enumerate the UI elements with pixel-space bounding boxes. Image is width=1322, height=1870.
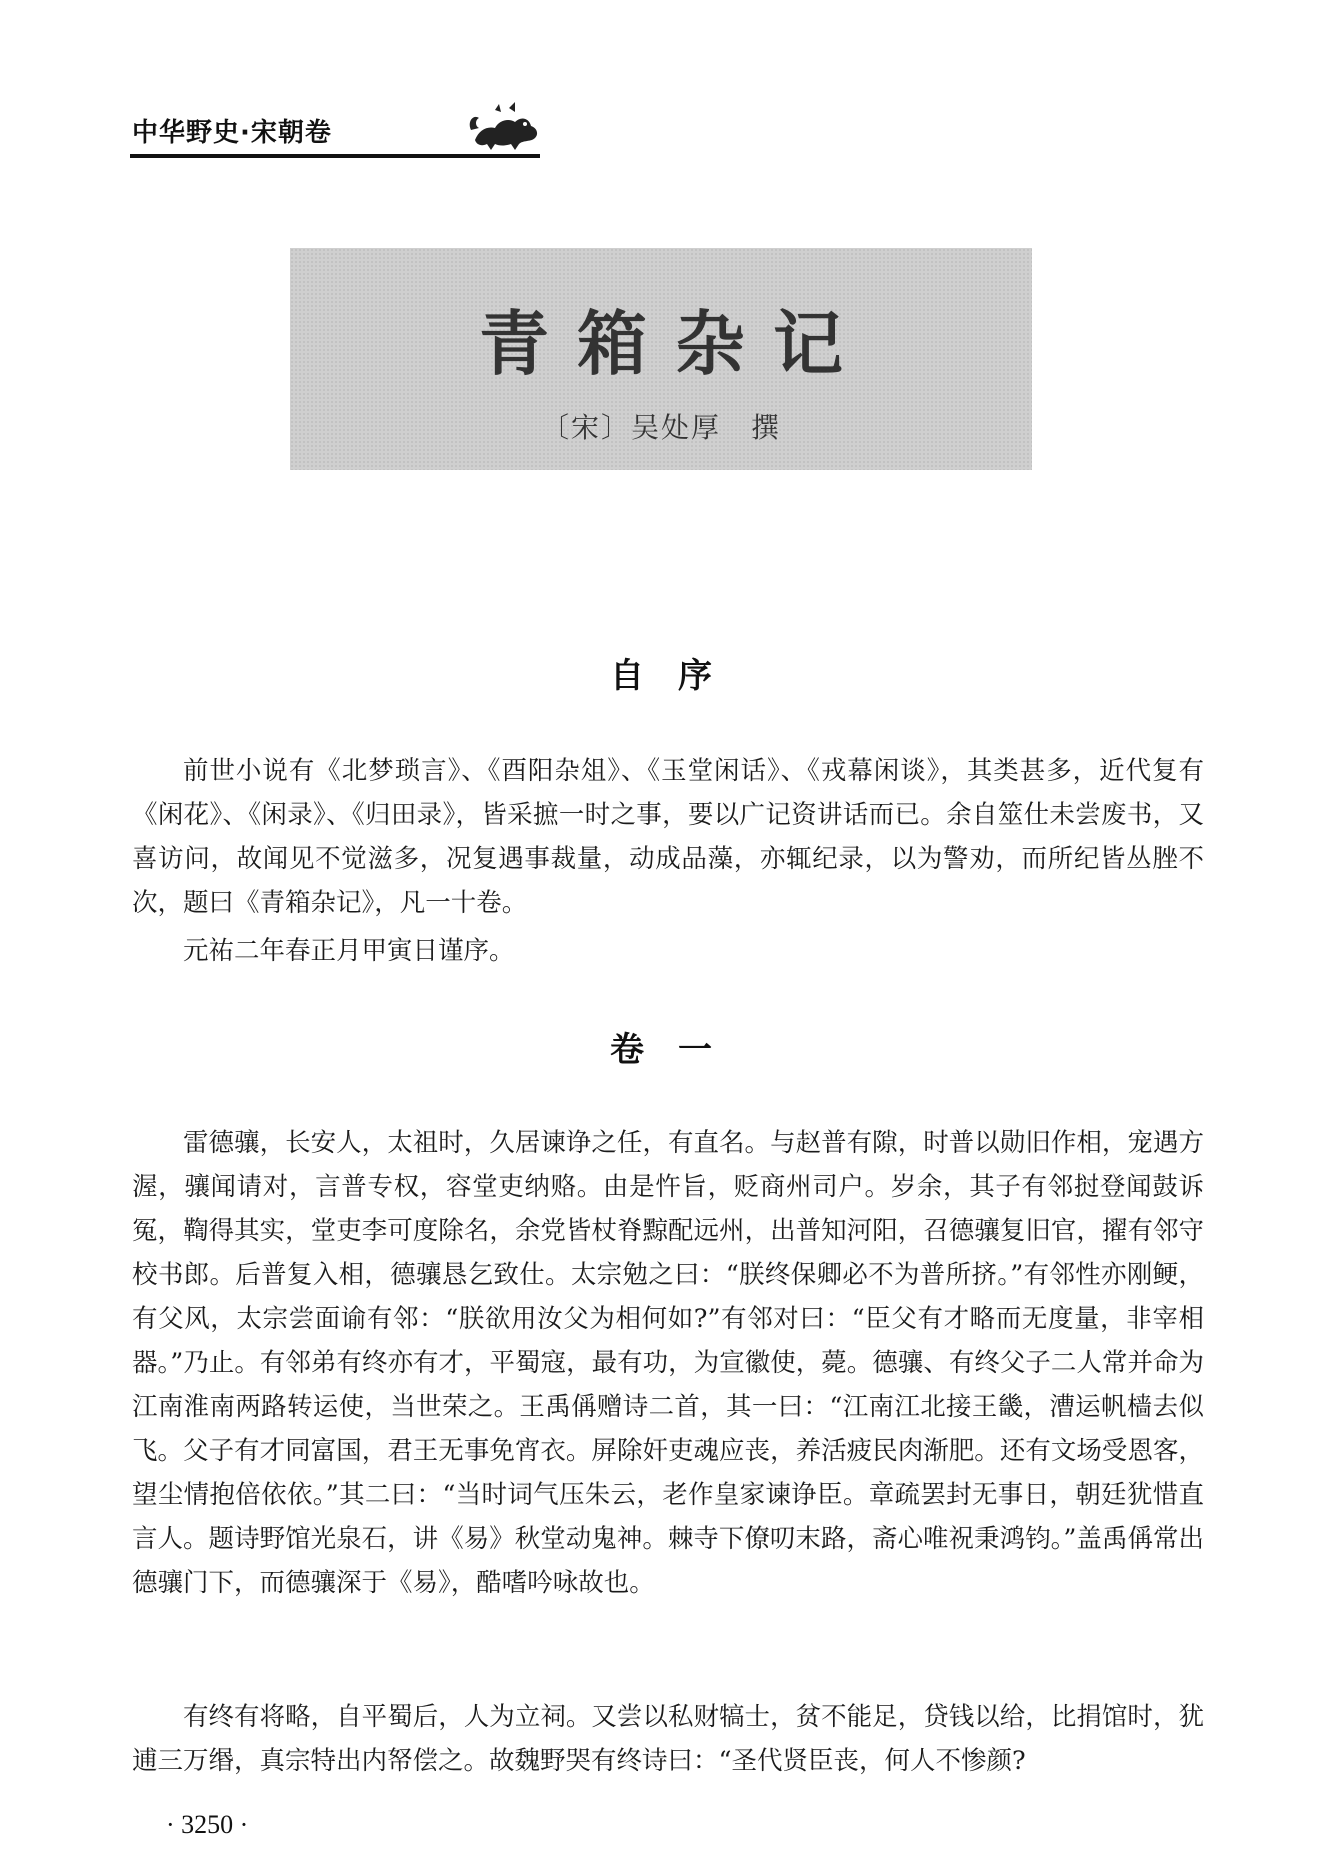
chapter-paragraph: 雷德骧，长安人，太祖时，久居谏诤之任，有直名。与赵普有隙，时普以勋旧作相，宠遇方渥，骧闻请对，言普专权，容堂吏纳赂。由是忤旨，贬商州司户。岁余，其子有邻挝登闻鼓诉冤，鞫得其实，堂吏李可度除名，余党皆杖脊黥配远州，出普知河阳，召德骧复旧官，擢有邻守校书郎。后普复入相，德骧恳乞致仕。太宗勉之曰：“朕终保卿必不为普所挤。”有邻性亦刚鲠，有父风，太宗尝面谕有邻：“朕欲用汝父为相何如?”有邻对曰：“臣父有才略而无度量，非宰相器。”乃止。有邻弟有终亦有才，平蜀寇，最有功，为宣徽使，薨。德骧、有终父子二人常并命为江南淮南两路转运使，当世荣之。王禹偁赠诗二首，其一曰：“江南江北接王畿，漕运帆樯去似飞。父子有才同富国，君王无事免宵衣。屏除奸吏魂应丧，养活疲民肉渐肥。还有文场受恩客，望尘情抱倍依依。”其二曰：“当时词气压朱云，老作皇家谏诤臣。章疏罢封无事日，朝廷犹惜直言人。题诗野馆光泉石，讲《易》秋堂动鬼神。棘寺下僚叨末路，斋心唯祝秉鸿钧。”盖禹偁常出德骧门下，而德骧深于《易》，酷嗜吟咏故也。 xyxy=(132,1128,1204,1598)
chapter-heading: 卷 一 xyxy=(610,1030,712,1070)
preface-paragraph: 前世小说有《北梦琐言》、《酉阳杂俎》、《玉堂闲话》、《戎幕闲谈》，其类甚多，近代复有《闲花》、《闲录》、《归田录》，皆采摭一时之事，要以广记资讲话而已。余自筮仕未尝废书，又喜访问，故闻见不觉滋多，况复遇事裁量，动成品藻，亦辄纪录，以为警劝，而所纪皆丛脞不次，题曰《青箱杂记》，凡一十卷。 xyxy=(132,756,1204,918)
running-header xyxy=(130,100,550,158)
preface-heading: 自 序 xyxy=(610,656,712,696)
book-author: 〔宋〕吴处厚 撰 xyxy=(540,411,781,444)
tiger-emblem-icon xyxy=(465,100,545,154)
book-title: 青箱杂记 xyxy=(479,302,871,385)
title-block xyxy=(290,248,1032,470)
chapter-paragraph: 有终有将略，自平蜀后，人为立祠。又尝以私财犒士，贫不能足，贷钱以给，比捐馆时，犹逋三万缗，真宗特出内帑偿之。故魏野哭有终诗曰：“圣代贤臣丧，何人不惨颜? xyxy=(132,1702,1204,1776)
page-number: · 3250 · xyxy=(166,1810,249,1839)
series-title: 中华野史·宋朝卷 xyxy=(132,118,332,148)
preface-date-line: 元祐二年春正月甲寅日谨序。 xyxy=(183,936,515,966)
header-rule xyxy=(130,154,540,158)
